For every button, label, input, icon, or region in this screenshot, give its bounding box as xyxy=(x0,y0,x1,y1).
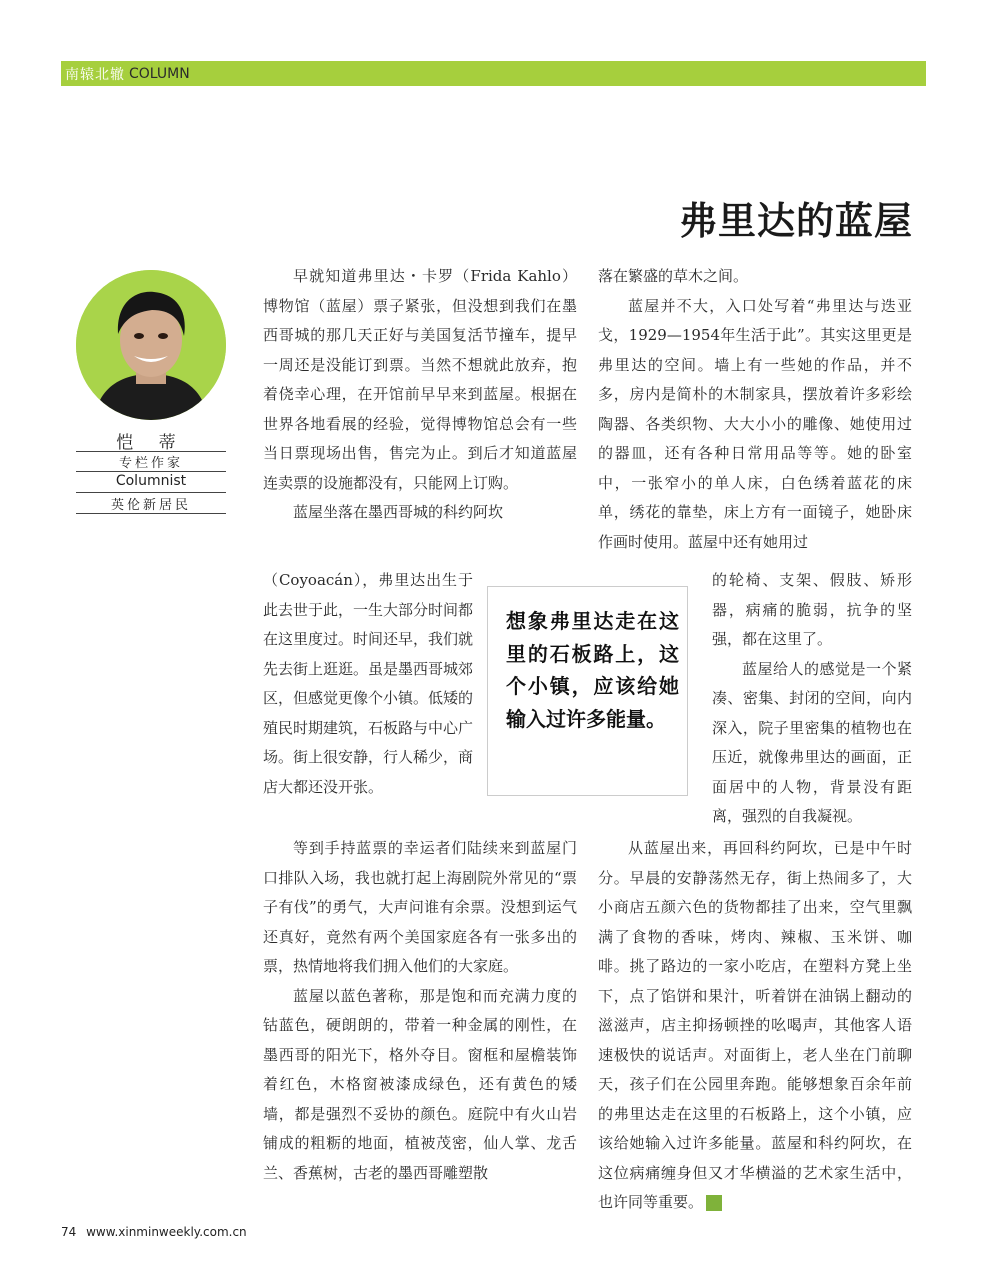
author-photo xyxy=(76,270,226,420)
article-column-right-top xyxy=(598,262,912,557)
paragraph: 蓝屋并不大，入口处写着“弗里达与迭亚戈，1929—1954年生活于此”。其实这里更是弗里达的空间。墙上有一些她的作品，并不多，房内是简朴的木制家具，摆放着许多彩绘陶器、各类织物、大大小小的雕像、她使用过的器皿，还有各种日常用品等等。她的卧室中，一张窄小的单人床，白色绣着蓝花的床单，绣花的靠垫，床上方有一面镜子，她卧床作画时使用。蓝屋中还有她用过 xyxy=(598,296,912,551)
paragraph: 的轮椅、支架、假肢、矫形器，病痛的脆弱，抗争的坚强，都在这里了。 xyxy=(712,571,912,648)
divider xyxy=(76,513,226,514)
paragraph: （Coyoacán），弗里达出生于此去世于此，一生大部分时间都在这里度过。时间还早，我们就先去街上逛逛。虽是墨西哥城郊区，但感觉更像个小镇。低矮的殖民时期建筑，石板路与中心广场。街上很安静，行人稀少，商店大都还没开张。 xyxy=(263,571,474,796)
end-mark-icon: 民 xyxy=(706,1195,722,1211)
author-residence: 英伦新居民 xyxy=(110,498,191,513)
section-name: 南辕北辙 xyxy=(65,66,125,83)
paragraph: 蓝屋以蓝色著称，那是饱和而充满力度的钴蓝色，硬朗朗的，带着一种金属的刚性，在墨西哥的阳光下，格外夺目。窗框和屋檐装饰着红色，木格窗被漆成绿色，还有黄色的矮墙，都是强烈不妥协的颜色。庭院中有火山岩铺成的粗粝的地面，植被茂密，仙人掌、龙舌兰、香蕉树，古老的墨西哥雕塑散 xyxy=(263,986,577,1182)
pull-quote-text: 想象弗里达走在这里的石板路上，这个小镇，应该给她输入过许多能量。 xyxy=(506,609,679,731)
article-column-left-wrap xyxy=(263,566,473,802)
author-role-cn: 专栏作家 xyxy=(118,456,183,471)
author-name: 恺 蒂 xyxy=(116,433,186,453)
page-footer xyxy=(61,1225,247,1239)
pull-quote-box xyxy=(487,586,688,796)
paragraph-text: 从蓝屋出来，再回科约阿坎，已是中午时分。早晨的安静荡然无存，街上热闹多了，大小商店五颜六色的货物都挂了出来，空气里飘满了食物的香味，烤肉、辣椒、玉米饼、咖啡。挑了路边的一家小吃店，在塑料方凳上坐下，点了馅饼和果汁，听着饼在油锅上翻动的滋滋声，店主抑扬顿挫的吆喝声，其他客人语速极快的说话声。对面街上，老人坐在门前聊天，孩子们在公园里奔跑。能够想象百余年前的弗里达走在这里的石板路上，这个小镇，应该给她输入过许多能量。蓝屋和科约阿坎，在这位病痛缠身但又才华横溢的艺术家生活中，也许同等重要。 xyxy=(598,839,912,1211)
article-column-left-bottom xyxy=(263,834,577,1188)
divider xyxy=(76,471,226,472)
paragraph: 早就知道弗里达・卡罗（Frida Kahlo）博物馆（蓝屋）票子紧张，但没想到我们在墨西哥城的那几天正好与美国复活节撞车，提早一周还是没能订到票。当然不想就此放弃，抱着侥幸心理，在开馆前早早来到蓝屋。根据在世界各地看展的经验，觉得博物馆总会有一些当日票现场出售，售完为止。到后才知道蓝屋连卖票的设施都没有，只能网上订购。 xyxy=(263,267,577,492)
column-label: COLUMN xyxy=(129,65,190,82)
author-role-en: Columnist xyxy=(115,473,187,489)
divider xyxy=(76,492,226,493)
article-column-right-wrap xyxy=(712,566,912,832)
article-column-left-top xyxy=(263,262,577,528)
paragraph: 等到手持蓝票的幸运者们陆续来到蓝屋门口排队入场，我也就打起上海剧院外常见的“票子有伐”的勇气，大声问谁有余票。没想到运气还真好，竟然有两个美国家庭各有一张多出的票，热情地将我们拥入他们的大家庭。 xyxy=(263,839,577,975)
paragraph: 落在繁盛的草木之间。 xyxy=(598,267,749,285)
article-title: 弗里达的蓝屋 xyxy=(678,199,913,243)
author-portrait-image xyxy=(76,270,226,420)
page-number: 74 xyxy=(61,1225,77,1239)
paragraph: 蓝屋坐落在墨西哥城的科约阿坎 xyxy=(293,503,504,521)
article-column-right-bottom xyxy=(598,834,912,1218)
paragraph xyxy=(598,834,912,1218)
website-url: www.xinminweekly.com.cn xyxy=(86,1225,247,1239)
paragraph: 蓝屋给人的感觉是一个紧凑、密集、封闭的空间，向内深入，院子里密集的植物也在压近，就像弗里达的画面，正面居中的人物，背景没有距离，强烈的自我凝视。 xyxy=(712,659,912,825)
column-header-bar xyxy=(61,61,926,86)
